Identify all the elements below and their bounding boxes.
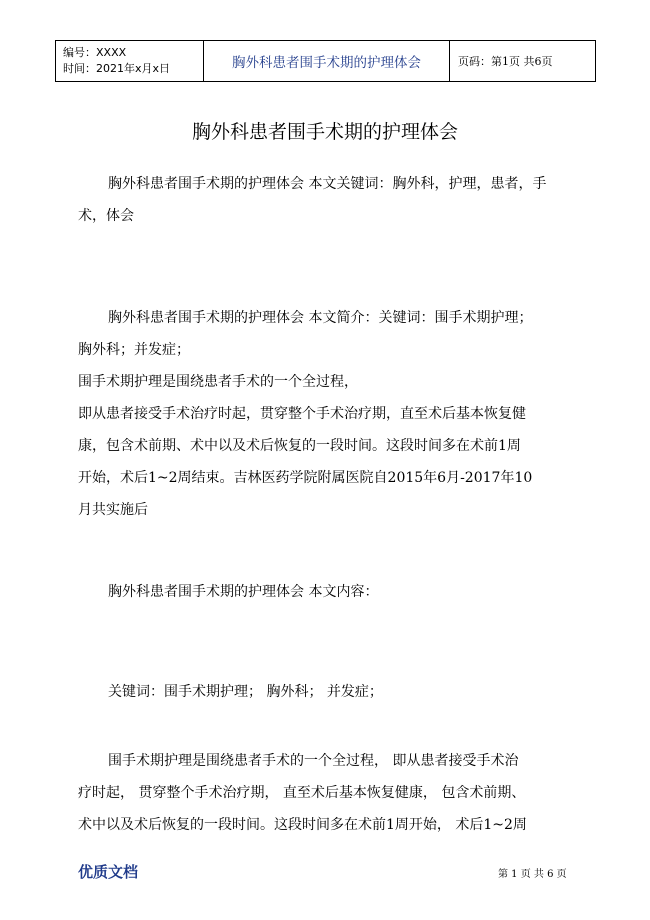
text-line: 术，体会 — [78, 208, 134, 224]
text-line: 围手术期护理是围绕患者手术的一个全过程， 即从患者接受手术治 — [108, 753, 519, 769]
body-paragraph — [78, 745, 578, 841]
text-line: 康，包含术前期、术中以及术后恢复的一段时间。这段时间多在术前1周 — [78, 438, 521, 454]
text-line — [78, 334, 578, 398]
keywords-paragraph — [78, 168, 578, 232]
content-heading — [78, 576, 578, 608]
text-line: 疗时起， 贯穿整个手术治疗期， 直至术后基本恢复健康， 包含术前期、 — [78, 785, 526, 801]
doc-number: 编号：XXXX — [63, 46, 127, 59]
text-line: 胸外科患者围手术期的护理体会 本文简介：关键词：围手术期护理； — [108, 310, 533, 326]
header-meta-cell — [56, 41, 204, 81]
text-fragment: 胸外科；并发症； — [78, 342, 190, 358]
header-page-info: 页码：第1页 共6页 — [458, 55, 553, 68]
text-fragment: 围手术期护理是围绕患者手术的一个全过程， — [78, 374, 358, 390]
document-header — [55, 40, 596, 82]
footer-page-number: 第 1 页 共 6 页 — [498, 869, 567, 880]
text-line: 胸外科患者围手术期的护理体会 本文内容： — [108, 584, 379, 600]
keywords-line — [78, 676, 578, 708]
text-line: 胸外科患者围手术期的护理体会 本文关键词：胸外科，护理，患者，手 — [108, 176, 547, 192]
text-line: 月共实施后 — [78, 502, 148, 518]
text-line: 即从患者接受手术治疗时起，贯穿整个手术治疗期，直至术后基本恢复健 — [78, 406, 526, 422]
text-line: 关键词：围手术期护理； 胸外科； 并发症； — [108, 684, 383, 700]
document-title: 胸外科患者围手术期的护理体会 — [191, 121, 458, 143]
text-line: 开始，术后1~2周结束。吉林医药学院附属医院自2015年6月-2017年10 — [78, 470, 533, 486]
text-line: 术中以及术后恢复的一段时间。这段时间多在术前1周开始， 术后1~2周 — [78, 817, 527, 833]
intro-paragraph — [78, 302, 578, 526]
footer-brand: 优质文档 — [78, 863, 139, 881]
header-title: 胸外科患者围手术期的护理体会 — [204, 41, 450, 81]
doc-time: 时间：2021年x月x日 — [63, 62, 171, 75]
